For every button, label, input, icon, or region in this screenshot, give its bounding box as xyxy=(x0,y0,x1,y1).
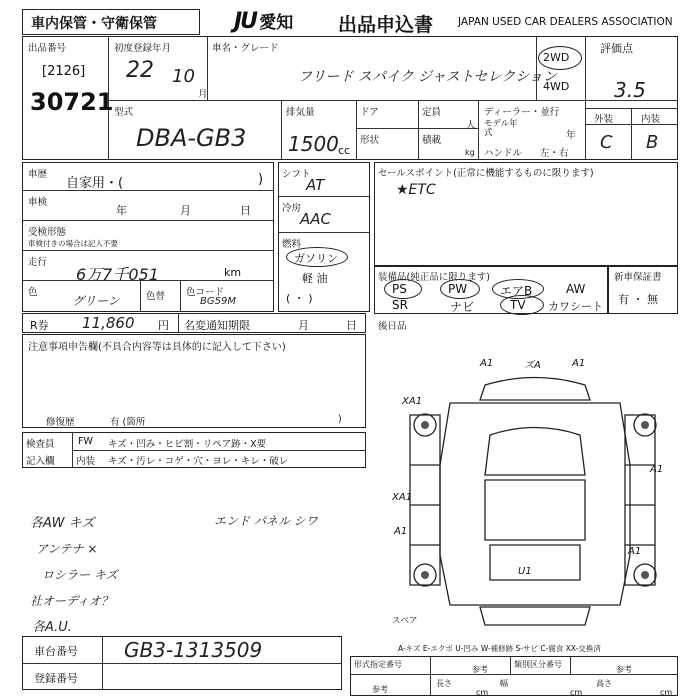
inspection-year: 年 xyxy=(116,204,127,217)
first-reg-month: 10 xyxy=(172,66,195,87)
inspection-month: 月 xyxy=(180,204,191,217)
model-name-label: 車名・グレード xyxy=(212,43,279,54)
fuel-other: ( ・ ) xyxy=(286,292,313,305)
grade-score: 3.5 xyxy=(614,78,646,102)
lot-label: 出品番号 xyxy=(28,43,67,54)
first-reg-label: 初度登録年月 xyxy=(114,43,172,54)
diagram-mark-right-2: A1 xyxy=(628,546,642,557)
model-year-label: モデル年式 xyxy=(484,119,518,138)
engine-value: 1500 xyxy=(288,132,339,156)
load-label: 積載 xyxy=(422,135,442,146)
damage-legend: A-キズ E-エクボ U-凹み W-補修跡 S-サビ C-腐食 XX-交換済 xyxy=(398,644,601,653)
fuel-label: 燃料 xyxy=(282,239,302,250)
association-name: JAPAN USED CAR DEALERS ASSOCIATION xyxy=(458,16,673,28)
logo-region: 愛知 xyxy=(259,13,294,33)
diagram-mark-top-mid: ズA xyxy=(524,360,541,371)
color-label: 色 xyxy=(28,287,38,298)
remark-line-5: 各A.U. xyxy=(32,620,72,635)
kaitei-note: 車検付きの場合は記入不要 xyxy=(28,239,118,248)
equip-leather: カワシート xyxy=(548,300,603,313)
kaitei-label: 受検形態 xyxy=(28,227,67,238)
equip-ps-circle xyxy=(384,279,422,299)
model-year-unit: 年 xyxy=(566,130,576,141)
diagram-mark-rear: U1 xyxy=(518,566,532,577)
form-title: 出品申込書 xyxy=(338,14,434,36)
recycle-unit: 円 xyxy=(158,319,169,332)
type-label: 型式 xyxy=(114,107,134,118)
car-damage-diagram xyxy=(390,355,680,645)
selling-points-label: セールスポイント(正常に機能するものに限ります) xyxy=(378,168,594,179)
inspector-fw-text: キズ・凹み・ヒビ割・リペア跡・X要 xyxy=(108,439,267,450)
remark-line-3: ロシラー キズ xyxy=(42,568,118,582)
recycle-value: 11,860 xyxy=(82,314,135,332)
door-label: ドア xyxy=(360,107,379,118)
fuel-gas: ガソリン xyxy=(294,252,338,265)
storage-badge xyxy=(22,9,200,35)
diagram-mark-left-1: XA1 xyxy=(402,396,423,407)
drive-4wd: 4WD xyxy=(543,80,570,93)
class-ref-label: 参考 xyxy=(616,665,632,674)
repair-value: 有 (箇所 xyxy=(110,417,146,428)
logo-mark: JU xyxy=(234,9,257,34)
grade-ext: C xyxy=(600,132,613,153)
remark-line-2: アンテナ × xyxy=(36,542,98,556)
capacity-unit: 人 xyxy=(466,120,476,131)
inspector-label-1: 検査員 xyxy=(26,439,55,450)
name-change-label: 名変通知期限 xyxy=(184,319,250,332)
equip-airbag: エアB xyxy=(500,284,533,298)
equip-ps: PS xyxy=(392,282,407,296)
diagram-mark-right-1: A1 xyxy=(650,464,664,475)
after-reg-label: 後日品 xyxy=(378,321,407,332)
dealer-label: ディーラー・並行 xyxy=(484,107,560,118)
height-label: 高さ xyxy=(596,679,612,688)
diagram-mark-top-right: A1 xyxy=(572,358,586,369)
equip-navi: ナビ xyxy=(450,300,475,314)
equip-tv-circle xyxy=(500,295,544,315)
color-plate-label: 色替 xyxy=(146,291,166,302)
inspection-label: 車検 xyxy=(28,197,48,208)
remark-extra: エンド パネル シワ xyxy=(214,514,318,528)
history-value: 自家用・( xyxy=(66,176,124,191)
diagram-mark-left-3: A1 xyxy=(394,526,408,537)
first-reg-year: 22 xyxy=(126,58,154,83)
inspector-fw-label: FW xyxy=(78,436,93,447)
mileage-label: 走行 xyxy=(28,257,48,268)
type-value: DBA-GB3 xyxy=(136,124,247,152)
form-number-label: 形式指定番号 xyxy=(354,660,402,669)
handle-options: 左・右 xyxy=(540,148,569,159)
first-reg-month-unit: 月 xyxy=(198,89,208,100)
lot-number: 30721 xyxy=(30,88,114,116)
fuel-diesel: 軽 油 xyxy=(302,272,328,285)
notes-label: 注意事項申告欄(不具合内容等は具体的に記入して下さい) xyxy=(28,342,286,353)
warranty-value: 有 ・ 無 xyxy=(618,293,658,306)
length-unit: cm xyxy=(476,688,489,697)
ac-label: 冷房 xyxy=(282,203,302,214)
inspector-in-label: 内装 xyxy=(76,456,96,467)
history-close: ) xyxy=(258,172,264,187)
chassis-label: 車台番号 xyxy=(34,645,78,658)
selling-points-value: ★ETC xyxy=(396,182,436,198)
mileage-value: 6万7千051 xyxy=(76,265,159,284)
dims-ref-label: 参考 xyxy=(372,685,388,694)
logo xyxy=(234,8,293,34)
inspector-label-2: 記入欄 xyxy=(26,456,55,467)
mileage-unit: km xyxy=(224,266,242,279)
equip-pw: PW xyxy=(448,282,468,296)
capacity-label: 定員 xyxy=(422,107,442,118)
color-code-label: 色コード xyxy=(186,287,225,298)
width-label: 幅 xyxy=(500,679,508,688)
model-name-value: フリード スパイク ジャストセレクション xyxy=(298,69,557,85)
diagram-spare-label: スペア xyxy=(392,616,418,626)
color-value: グリーン xyxy=(72,294,120,308)
repair-close: ) xyxy=(338,414,342,425)
inspector-in-text: キズ・汚レ・コゲ・穴・ヨレ・キレ・破レ xyxy=(108,456,289,467)
equip-pw-circle xyxy=(440,279,480,299)
handle-label: ハンドル xyxy=(484,148,523,159)
recycle-label: R券 xyxy=(30,319,49,332)
warranty-label: 新車保証書 xyxy=(614,272,662,283)
grade-label: 評価点 xyxy=(600,42,633,55)
form-ref-label: 参考 xyxy=(472,665,488,674)
remark-line-1: 各AW キズ xyxy=(30,516,95,531)
reg-number-label: 登録番号 xyxy=(34,672,78,685)
shift-value: AT xyxy=(306,176,325,194)
repair-label: 修復歴 xyxy=(46,417,75,428)
ac-value: AAC xyxy=(300,210,331,228)
color-code: BG59M xyxy=(200,296,236,307)
class-number-label: 類別区分番号 xyxy=(514,660,562,669)
width-unit: cm xyxy=(570,688,583,697)
equip-tv: TV xyxy=(510,298,526,312)
equipment-label: 装備品(純正品に限ります) xyxy=(378,272,490,283)
engine-label: 排気量 xyxy=(286,107,315,118)
equip-sr: SR xyxy=(392,298,408,312)
chassis-value: GB3-1313509 xyxy=(124,638,263,662)
length-label: 長さ xyxy=(436,679,452,688)
grade-ext-label: 外装 xyxy=(594,114,614,125)
grade-int: B xyxy=(646,132,659,153)
height-unit: cm xyxy=(660,688,673,697)
drive-2wd: 2WD xyxy=(543,51,570,64)
grade-int-label: 内装 xyxy=(641,114,661,125)
storage-badge-text: 車内保管・守衛保管 xyxy=(31,16,157,32)
diagram-mark-left-2: XA1 xyxy=(392,492,413,503)
name-change-month: 月 xyxy=(298,319,309,332)
diagram-mark-top-left: A1 xyxy=(480,358,494,369)
shift-label: シフト xyxy=(282,169,311,180)
inspection-day: 日 xyxy=(240,204,251,217)
equip-aw: AW xyxy=(566,282,586,296)
engine-unit: cc xyxy=(338,144,351,157)
shape-label: 形状 xyxy=(360,135,380,146)
load-unit: kg xyxy=(465,148,475,157)
lot-code: [2126] xyxy=(42,64,86,79)
name-change-day: 日 xyxy=(346,319,357,332)
remark-line-4: 社オーディオ？ xyxy=(30,594,114,608)
history-label: 車歴 xyxy=(28,169,48,180)
